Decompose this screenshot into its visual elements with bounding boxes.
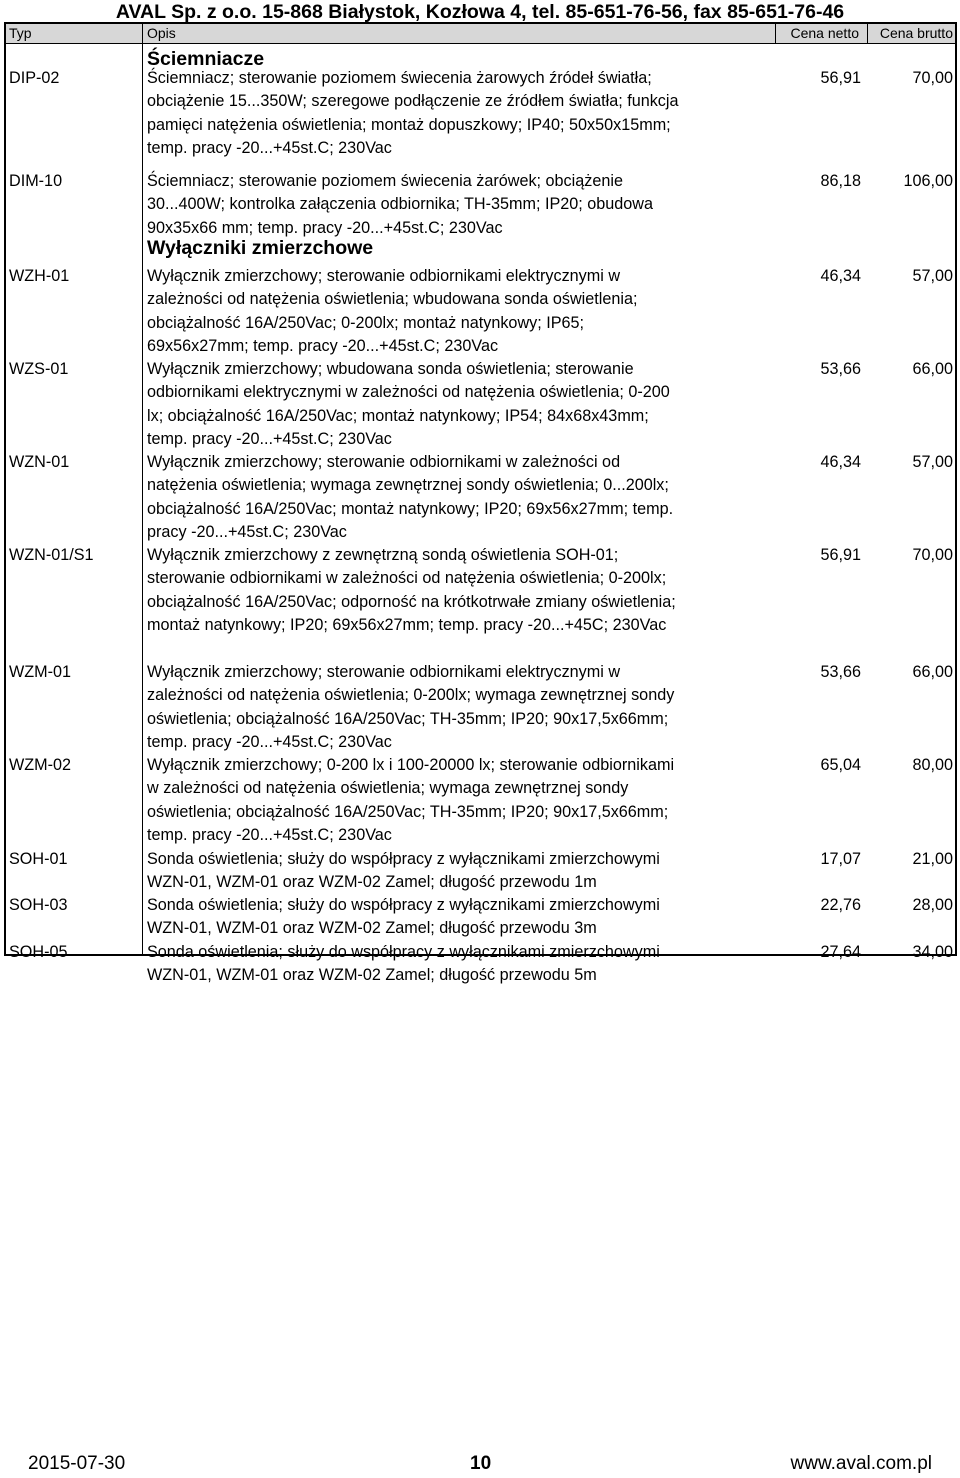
description-line: WZN-01, WZM-01 oraz WZM-02 Zamel; długość przewodu 5m [147,966,597,985]
description-line: Wyłącznik zmierzchowy; sterowanie odbiornikami w zależności od [147,453,621,471]
table-row [6,451,955,545]
net-price: 27,64 [820,943,861,961]
description-line: obciążalność 16A/250Vac; odporność na krótkotrwałe zmiany oświetlenia; [147,592,676,611]
column-header-description: Opis [147,25,176,41]
description-line: Wyłącznik zmierzchowy z zewnętrzną sondą oświetlenia SOH-01; [147,546,619,564]
column-header-gross-price: Cena brutto [879,25,953,41]
description-line: montaż natynkowy; IP20; 69x56x27mm; temp. pracy -20...+45C; 230Vac [147,616,667,635]
description-line: Wyłącznik zmierzchowy; wbudowana sonda oświetlenia; sterowanie [147,360,634,378]
description-line: 69x56x27mm; temp. pracy -20...+45st.C; 230Vac [147,337,499,356]
net-price: 65,04 [820,756,861,774]
footer-website: www.aval.com.pl [790,1453,932,1474]
product-description [147,451,771,545]
section-title: Ściemniacze [147,48,265,70]
table-row [6,661,955,755]
product-code: WZH-01 [9,267,70,285]
description-line: obciążalność 16A/250Vac; montaż natynkowy; IP20; 69x56x27mm; temp. [147,499,674,518]
table-row [6,754,955,848]
footer-date: 2015-07-30 [28,1453,126,1474]
gross-price: 66,00 [912,663,953,681]
footer-page-number: 10 [470,1453,492,1474]
description-line: 90x35x66 mm; temp. pracy -20...+45st.C; 230Vac [147,218,503,237]
product-code: WZM-02 [9,756,72,774]
description-line: natężenia oświetlenia; wymaga zewnętrznej sondy oświetlenia; 0...200lx; [147,476,669,495]
product-description [147,848,771,895]
gross-price: 28,00 [912,896,953,914]
description-line: lx; obciążalność 16A/250Vac; montaż natynkowy; IP54; 84x68x43mm; [147,406,649,425]
description-line: odbiornikami elektrycznymi w zależności od natężenia oświetlenia; 0-200 [147,383,670,402]
description-line: temp. pracy -20...+45st.C; 230Vac [147,430,392,449]
product-description [147,894,771,941]
product-description [147,941,771,988]
description-line: temp. pracy -20...+45st.C; 230Vac [147,733,392,752]
gross-price: 70,00 [912,546,953,564]
description-line: w zależności od natężenia oświetlenia; wymaga zewnętrznej sondy [147,779,629,798]
product-code: DIM-10 [9,172,63,190]
product-code: WZM-01 [9,663,72,681]
description-line: zależności od natężenia oświetlenia; wbudowana sonda oświetlenia; [147,290,638,309]
description-line: WZN-01, WZM-01 oraz WZM-02 Zamel; długość przewodu 1m [147,873,597,892]
column-divider [775,24,776,44]
description-line: Wyłącznik zmierzchowy; 0-200 lx i 100-20000 lx; sterowanie odbiornikami [147,756,675,774]
net-price: 46,34 [820,267,861,285]
description-line: pracy -20...+45st.C; 230Vac [147,523,347,542]
gross-price: 21,00 [912,850,953,868]
product-description [147,754,771,848]
net-price: 46,34 [820,453,861,471]
description-line: Ściemniacz; sterowanie poziomem świecenia żarowych źródeł światła; [147,69,652,87]
product-code: DIP-02 [9,69,60,87]
description-line: Ściemniacz; sterowanie poziomem świecenia żarówek; obciążenie [147,172,623,190]
description-line: Sonda oświetlenia; służy do współpracy z wyłącznikami zmierzchowymi [147,896,660,914]
description-line: oświetlenia; obciążalność 16A/250Vac; TH-35mm; IP20; 90x17,5x66mm; [147,709,669,728]
net-price: 53,66 [820,663,861,681]
gross-price: 80,00 [912,756,953,774]
table-row [6,894,955,941]
product-code: SOH-03 [9,896,68,914]
product-description [147,544,771,638]
product-description [147,661,771,755]
table-row [6,544,955,638]
description-line: obciążenie 15...350W; szeregowe podłączenie ze źródłem światła; funkcja [147,92,679,111]
table-row [6,358,955,452]
product-description [147,265,771,359]
price-table [4,22,957,985]
description-line: sterowanie odbiornikami w zależności od natężenia oświetlenia; 0-200lx; [147,569,667,588]
gross-price: 57,00 [912,267,953,285]
description-line: zależności od natężenia oświetlenia; 0-200lx; wymaga zewnętrznej sondy [147,686,675,705]
description-line: temp. pracy -20...+45st.C; 230Vac [147,139,392,158]
table-row [6,941,955,988]
description-line: Wyłącznik zmierzchowy; sterowanie odbiornikami elektrycznymi w [147,663,621,681]
description-line: temp. pracy -20...+45st.C; 230Vac [147,826,392,845]
gross-price: 34,00 [912,943,953,961]
net-price: 17,07 [820,850,861,868]
description-line: pamięci natężenia oświetlenia; montaż dopuszkowy; IP40; 50x50x15mm; [147,115,671,134]
net-price: 56,91 [820,546,861,564]
product-code: SOH-05 [9,943,68,961]
description-line: 30...400W; kontrolka załączenia odbiornika; TH-35mm; IP20; obudowa [147,195,653,214]
net-price: 22,76 [820,896,861,914]
description-line: Sonda oświetlenia; służy do współpracy z wyłącznikami zmierzchowymi [147,943,660,961]
gross-price: 106,00 [903,172,953,190]
product-code: WZN-01/S1 [9,546,94,564]
table-header-row [6,24,955,44]
description-line: oświetlenia; obciążalność 16A/250Vac; TH-35mm; IP20; 90x17,5x66mm; [147,802,669,821]
table-row [6,170,955,240]
gross-price: 66,00 [912,360,953,378]
net-price: 53,66 [820,360,861,378]
product-code: WZS-01 [9,360,69,378]
description-line: Wyłącznik zmierzchowy; sterowanie odbiornikami elektrycznymi w [147,267,621,285]
gross-price: 70,00 [912,69,953,87]
table-row [6,67,955,161]
document-header: AVAL Sp. z o.o. 15-868 Białystok, Kozłowa 4, tel. 85-651-76-56, fax 85-651-76-46 [115,1,845,23]
column-divider [867,24,868,44]
table-row [6,265,955,359]
product-description [147,67,771,161]
gross-price: 57,00 [912,453,953,471]
column-header-net-price: Cena netto [790,25,859,41]
description-line: obciążalność 16A/250Vac; 0-200lx; montaż natynkowy; IP65; [147,313,585,332]
net-price: 56,91 [820,69,861,87]
product-code: WZN-01 [9,453,70,471]
net-price: 86,18 [820,172,861,190]
table-row [6,848,955,895]
product-description [147,170,771,240]
description-line: WZN-01, WZM-01 oraz WZM-02 Zamel; długość przewodu 3m [147,919,597,938]
product-code: SOH-01 [9,850,68,868]
description-line: Sonda oświetlenia; służy do współpracy z wyłącznikami zmierzchowymi [147,850,660,868]
section-title: Wyłączniki zmierzchowe [147,237,374,259]
column-header-type: Typ [9,25,32,41]
product-description [147,358,771,452]
